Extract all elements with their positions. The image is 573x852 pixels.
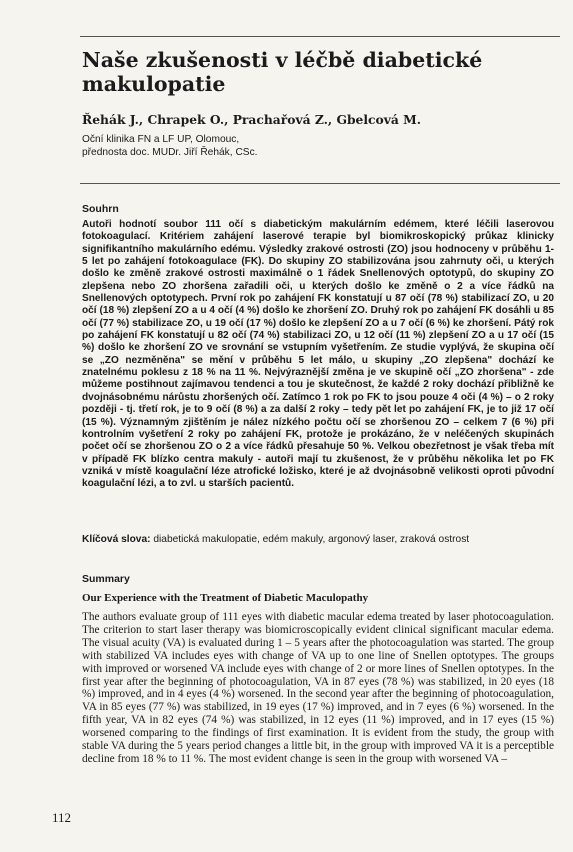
affiliation-institution: Oční klinika FN a LF UP, Olomouc, (82, 134, 240, 145)
author-list: Řehák J., Chrapek O., Prachařová Z., Gbelcová M. (82, 112, 422, 127)
page-number: 112 (52, 810, 72, 825)
keywords-label: Klíčová slova: (82, 534, 151, 545)
section-rule (80, 183, 560, 184)
keywords-list: diabetická makulopatie, edém makuly, argonový laser, zraková ostrost (150, 534, 470, 545)
affiliation (82, 134, 552, 159)
souhrn-body: Autoři hodnotí soubor 111 očí s diabetickým makulárním edémem, které léčili laserovou fotokoagulací. Kritériem zahájení laserové terapie byl biomikroskopický průkaz klinicky signifikantního makulárního edému. Výsledky zrakové ostrosti (ZO) jsou hodnoceny v průběhu 1-5 let po zahájení fotokoagulace (FK). Do skupiny ZO stabilizována jsou zahrnuty oči, u kterých došlo ke změně zrakové ostrosti maximálně o 1 řádek Snellenových optotypů, do skupiny ZO zlepšena nebo ZO zhoršena zařadili oči, u kterých došlo ke změně o 2 a více řádků na Snellenových optotypech. První rok po zahájení FK konstatují u 87 očí (78 %) stabilizací ZO, u 20 očí (18 %) zlepšení ZO a u 4 očí (4 %) došlo ke zhoršení ZO. Druhý rok po zahájení FK dosáhli u 85 očí (77 %) stabilizace ZO, u 19 očí (17 %) došlo ke zlepšení ZO a u 7 očí (6 %) ke zhoršení. Pátý rok po zahájení FK konstatují u 82 očí (74 %) stabilizaci ZO, u 12 očí (11 %) zlepšení ZO a u 17 očí (15 %) došlo ke zhoršení ZO ve srovnání se vstupním vyšetřením. Ze studie vyplývá, že skupina očí se „ZO nezměněna" se mění v průběhu 5 let málo, u skupiny „ZO zlepšena" dochází ke znatelnému poklesu z 18 % na 11 %. Nejvýraznější změna je ve skupině očí „ZO zhoršena" - zde můžeme postihnout zajímavou tendenci a tou je skutečnost, že každé 2 roky dochází přibližně ke dvojnásobnému nárůstu zhoršených očí. Zatímco 1 rok po FK to jsou pouze 4 oči (4 %) – o 2 roky později - tj. třetí rok, je to 9 očí (8 %) a za další 2 roky – tedy pět let po zahájení FK, je to již 17 očí (15 %). Významným zjištěním je nález nízkého počtu očí se zhoršenou ZO – celkem 7 (6 %) při kontrolním vyšetření 2 roky po zahájení FK, protože je prokázáno, že v neléčených skupinách počet očí se zhoršenou ZO o 2 a více řádků přesahuje 50 %. Velkou obezřetnost je však třeba mít v případě FK blízko centra makuly - autoři mají tu zkušenost, že v průběhu několika let po FK vzniká v místě koagulační léze atrofické ložisko, které je až dvojnásobně velikosti oproti původní koagulační lézi, a to zvl. u starších pacientů. (82, 219, 554, 490)
affiliation-head: přednosta doc. MUDr. Jiří Řehák, CSc. (82, 146, 258, 158)
keywords (82, 534, 554, 546)
summary-title: Our Experience with the Treatment of Diabetic Maculopathy (82, 592, 369, 604)
article-title: Naše zkušenosti v léčbě diabetické makulopatie (82, 48, 483, 96)
souhrn-heading: Souhrn (82, 203, 119, 215)
top-rule (80, 36, 560, 37)
summary-heading: Summary (82, 573, 130, 585)
summary-body: The authors evaluate group of 111 eyes with diabetic macular edema treated by laser photocoagulation. The criterion to start laser therapy was biomicroscopically evident clinical significant macular edema. The visual acuity (VA) is evaluated during 1 – 5 years after the photocoagulation was started. The group with stabilized VA includes eyes with change of VA up to one line of Snellen optotypes. The groups with improved or worsened VA include eyes with change of 2 or more lines of Snellen optotypes. In the first year after the beginning of photocoagulation, VA in 87 eyes (78 %) was stabilized, in 20 eyes (18 %) improved, and in 4 eyes (4 %) worsened. In the second year after the beginning of photocoagulation, VA in 85 eyes (77 %) was stabilized, in 19 eyes (17 %) improved, and in 7 eyes (6 %) worsened. In the fifth year, VA in 82 eyes (74 %) was stabilized, in 12 eyes (11 %) improved, and in 17 eyes (15 %) worsened comparing to the findings of first examination. It is evident from the study, the group with stable VA during the 5 years period changes a little bit, in the group with improved VA it is a perceptible decline from 18 % to 11 %. The most evident change is seen in the group with worsened VA – (82, 611, 554, 765)
